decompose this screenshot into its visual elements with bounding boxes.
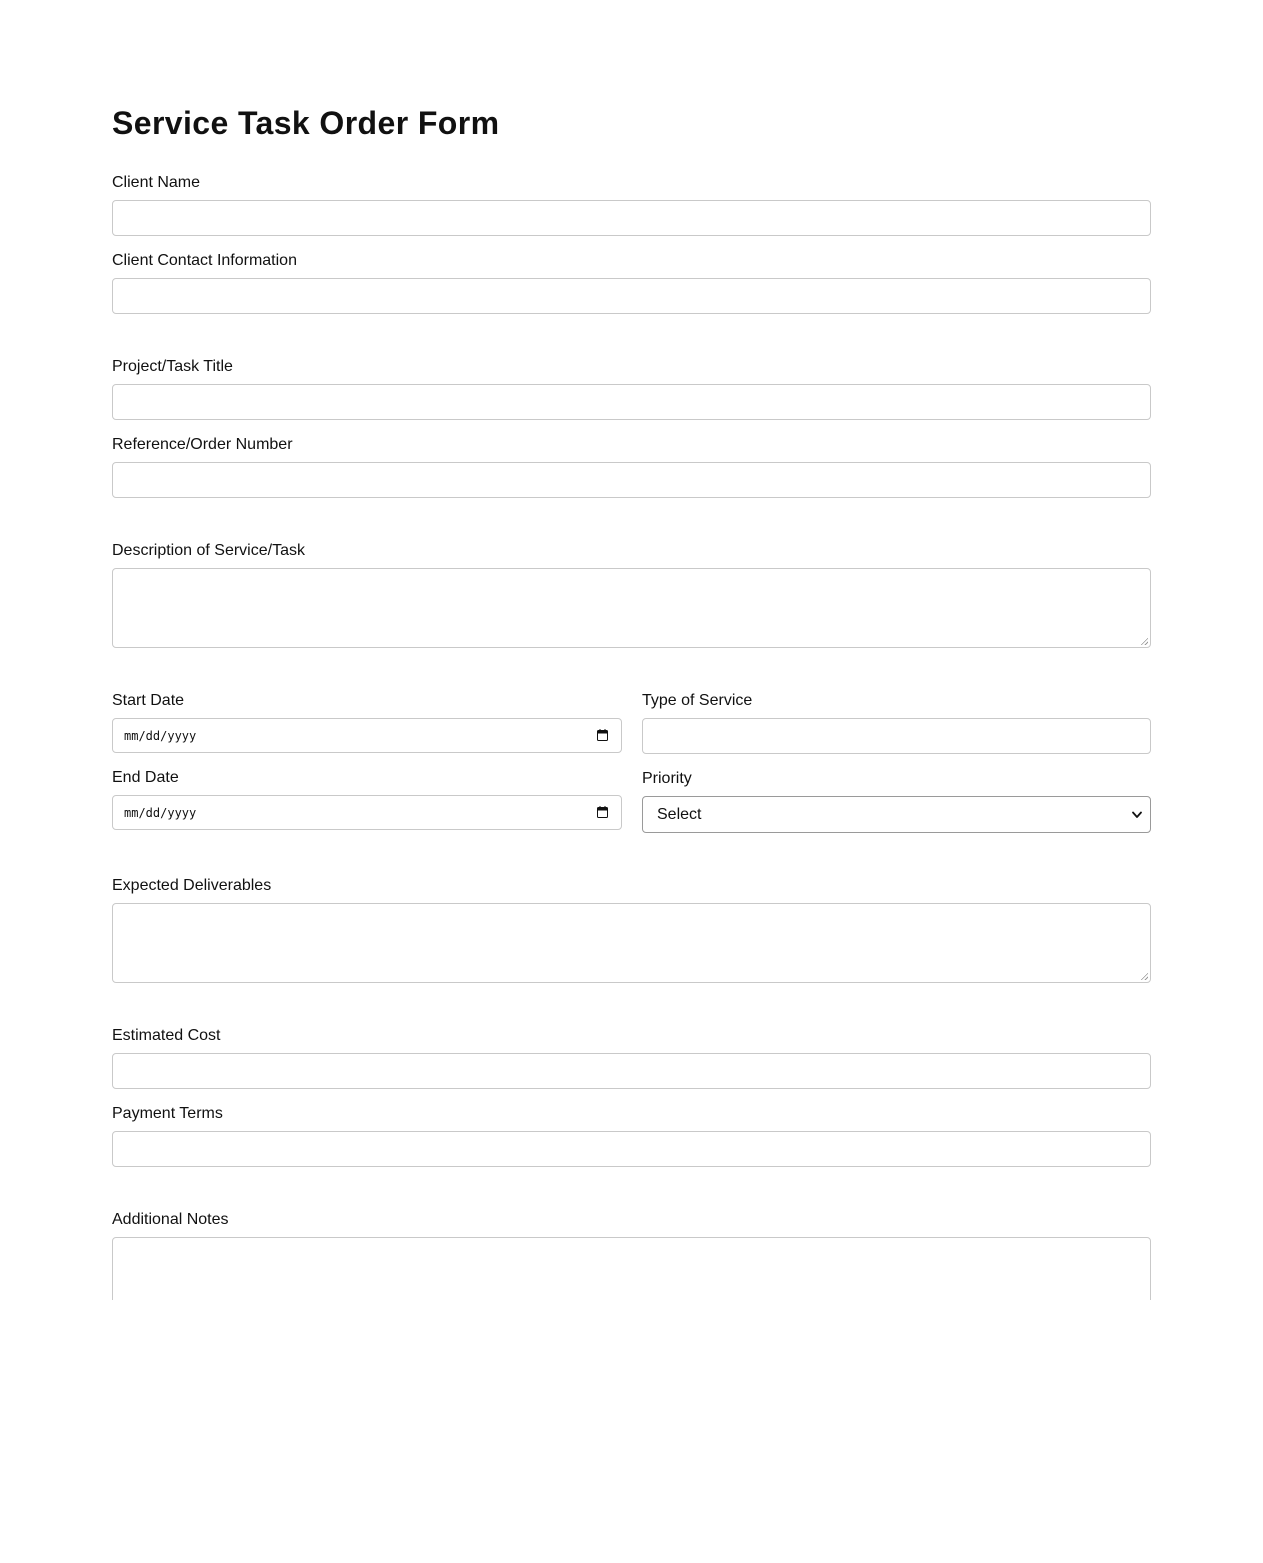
additional-notes-label: Additional Notes xyxy=(112,1211,229,1228)
resize-handle-icon[interactable] xyxy=(1140,637,1148,645)
end-date-value: mm/dd/yyyy xyxy=(124,806,197,820)
expected-deliverables-textarea[interactable] xyxy=(112,903,1151,983)
reference-number-input[interactable] xyxy=(112,462,1151,498)
start-date-value: mm/dd/yyyy xyxy=(124,729,197,743)
calendar-icon[interactable] xyxy=(597,806,608,818)
end-date-label: End Date xyxy=(112,769,179,786)
estimated-cost-input[interactable] xyxy=(112,1053,1151,1089)
payment-terms-input[interactable] xyxy=(112,1131,1151,1167)
end-date-input[interactable] xyxy=(112,795,622,830)
project-title-label: Project/Task Title xyxy=(112,358,233,375)
client-name-input[interactable] xyxy=(112,200,1151,236)
reference-number-label: Reference/Order Number xyxy=(112,436,293,453)
calendar-icon[interactable] xyxy=(597,729,608,741)
viewport-cutoff xyxy=(0,1300,1263,1563)
client-contact-label: Client Contact Information xyxy=(112,252,297,269)
page-title: Service Task Order Form xyxy=(112,105,500,141)
start-date-label: Start Date xyxy=(112,692,185,709)
resize-handle-icon[interactable] xyxy=(1140,972,1148,980)
start-date-input[interactable] xyxy=(112,718,622,753)
estimated-cost-label: Estimated Cost xyxy=(112,1027,221,1044)
client-name-label: Client Name xyxy=(112,174,201,191)
description-label: Description of Service/Task xyxy=(112,542,305,559)
chevron-down-icon xyxy=(1132,811,1142,819)
type-of-service-input[interactable] xyxy=(642,718,1151,754)
priority-label: Priority xyxy=(642,770,692,787)
expected-deliverables-label: Expected Deliverables xyxy=(112,877,272,894)
description-textarea[interactable] xyxy=(112,568,1151,648)
priority-selected-value: Select xyxy=(657,806,702,823)
project-title-input[interactable] xyxy=(112,384,1151,420)
type-of-service-label: Type of Service xyxy=(642,692,753,709)
priority-select[interactable] xyxy=(642,796,1151,833)
client-contact-input[interactable] xyxy=(112,278,1151,314)
payment-terms-label: Payment Terms xyxy=(112,1105,223,1122)
